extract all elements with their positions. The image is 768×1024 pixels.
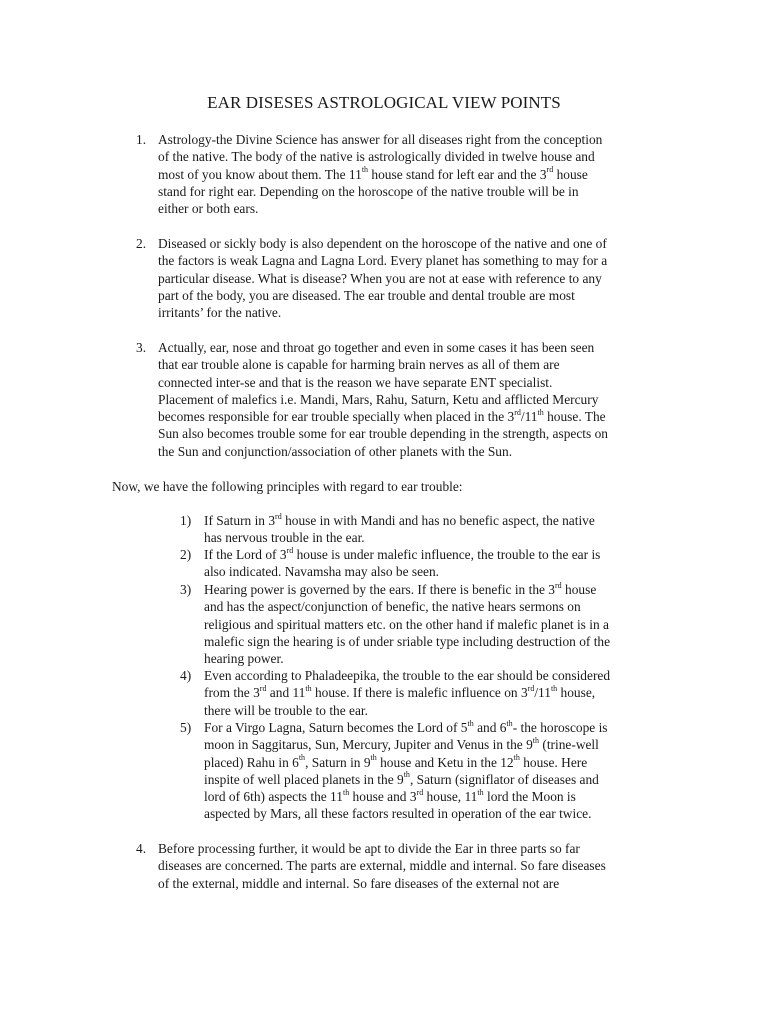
text-line: moon in Saggitarus, Sun, Mercury, Jupiter and Venus in the 9th (trine-well	[204, 735, 599, 753]
paragraph-4-number: 4.	[136, 841, 147, 856]
principle-3	[204, 581, 610, 667]
principle-5-number: 5)	[180, 720, 192, 735]
text-line: religious and spiritual matters etc. on the other hand if malefic planet is in a	[204, 616, 609, 632]
text-line: of the native. The body of the native is astrologically divided in twelve house and	[158, 149, 595, 165]
principle-1-number: 1)	[180, 513, 192, 528]
text-line: part of the body, you are diseased. The ear trouble and dental trouble are most	[158, 287, 575, 303]
text-line: Actually, ear, nose and throat go together and even in some cases it has been seen	[158, 340, 595, 355]
text-line: and has the aspect/conjunction of benefic, the native hears sermons on	[204, 599, 581, 615]
text-line: either or both ears.	[158, 201, 259, 217]
text-line: Even according to Phaladeepika, the trouble to the ear should be considered	[204, 668, 611, 683]
text-line: connected inter-se and that is the reason we have separate ENT specialist.	[158, 374, 553, 390]
text-line: there will be trouble to the ear.	[204, 702, 368, 718]
text-line: stand for right ear. Depending on the horoscope of the native trouble will be in	[158, 183, 579, 199]
principle-3-number: 3)	[180, 582, 192, 597]
paragraph-4	[158, 840, 606, 892]
text-line: of the external, middle and internal. So fare diseases of the external not are	[158, 875, 560, 891]
principle-5	[204, 719, 608, 823]
text-line: placed) Rahu in 6th, Saturn in 9th house and Ketu in the 12th house. Here	[204, 753, 588, 770]
text-line: irritants’ for the native.	[158, 305, 282, 321]
text-line: hearing power.	[204, 651, 284, 667]
text-line: that ear trouble alone is capable for harming brain nerves as all of them are	[158, 357, 560, 373]
text-line: malefic sign the hearing is of under sriable type including destruction of the	[204, 633, 611, 649]
principle-4-number: 4)	[180, 668, 192, 683]
text-line: from the 3rd and 11th house. If there is malefic influence on 3rd/11th house,	[204, 683, 596, 701]
principles-intro: Now, we have the following principles with regard to ear trouble:	[112, 479, 463, 494]
paragraph-1-number: 1.	[136, 132, 147, 147]
text-line: If Saturn in 3rd house in with Mandi and has no benefic aspect, the native	[204, 511, 595, 528]
paragraph-3-number: 3.	[136, 340, 147, 355]
text-line: lord of 6th) aspects the 11th house and 3rd house, 11th lord the Moon is	[204, 787, 576, 805]
text-line: If the Lord of 3rd house is under malefic influence, the trouble to the ear is	[204, 545, 601, 562]
text-line: For a Virgo Lagna, Saturn becomes the Lord of 5th and 6th- the horoscope is	[204, 718, 608, 735]
text-line: the Sun and conjunction/association of other planets with the Sun.	[158, 443, 513, 459]
text-line: has nervous trouble in the ear.	[204, 530, 365, 546]
principle-4	[204, 667, 610, 719]
text-line: the factors is weak Lagna and Lagna Lord. Every planet has something to may for a	[158, 253, 608, 269]
text-line: inspite of well placed planets in the 9th, Saturn (signiflator of diseases and	[204, 770, 599, 787]
text-line: Before processing further, it would be apt to divide the Ear in three parts so far	[158, 841, 580, 856]
text-line: Placement of malefics i.e. Mandi, Mars, Rahu, Saturn, Ketu and afflicted Mercury	[158, 391, 599, 407]
text-line: Hearing power is governed by the ears. If there is benefic in the 3rd house	[204, 580, 597, 597]
principle-2	[204, 546, 600, 581]
text-line: becomes responsible for ear trouble specially when placed in the 3rd/11th house. The	[158, 407, 606, 425]
paragraph-1	[158, 131, 602, 217]
text-line: aspected by Mars, all these factors resulted in operation of the ear twice.	[204, 806, 592, 822]
text-line: particular disease. What is disease? When you are not at ease with reference to any	[158, 270, 602, 286]
text-line: Astrology-the Divine Science has answer for all diseases right from the conception	[158, 132, 603, 147]
text-line: diseases are concerned. The parts are external, middle and internal. So fare diseases	[158, 858, 606, 874]
document-title: EAR DISESES ASTROLOGICAL VIEW POINTS	[207, 93, 561, 112]
text-line: Diseased or sickly body is also dependent on the horoscope of the native and one of	[158, 236, 607, 251]
principle-2-number: 2)	[180, 547, 192, 562]
paragraph-2	[158, 235, 607, 321]
paragraph-2-number: 2.	[136, 236, 147, 251]
paragraph-3	[158, 339, 608, 460]
text-line: also indicated. Navamsha may also be seen.	[204, 564, 440, 580]
principle-1	[204, 512, 595, 547]
text-line: most of you know about them. The 11th house stand for left ear and the 3rd house	[158, 165, 588, 182]
text-line: Sun also becomes trouble some for ear trouble depending in the strength, aspects on	[158, 426, 608, 442]
